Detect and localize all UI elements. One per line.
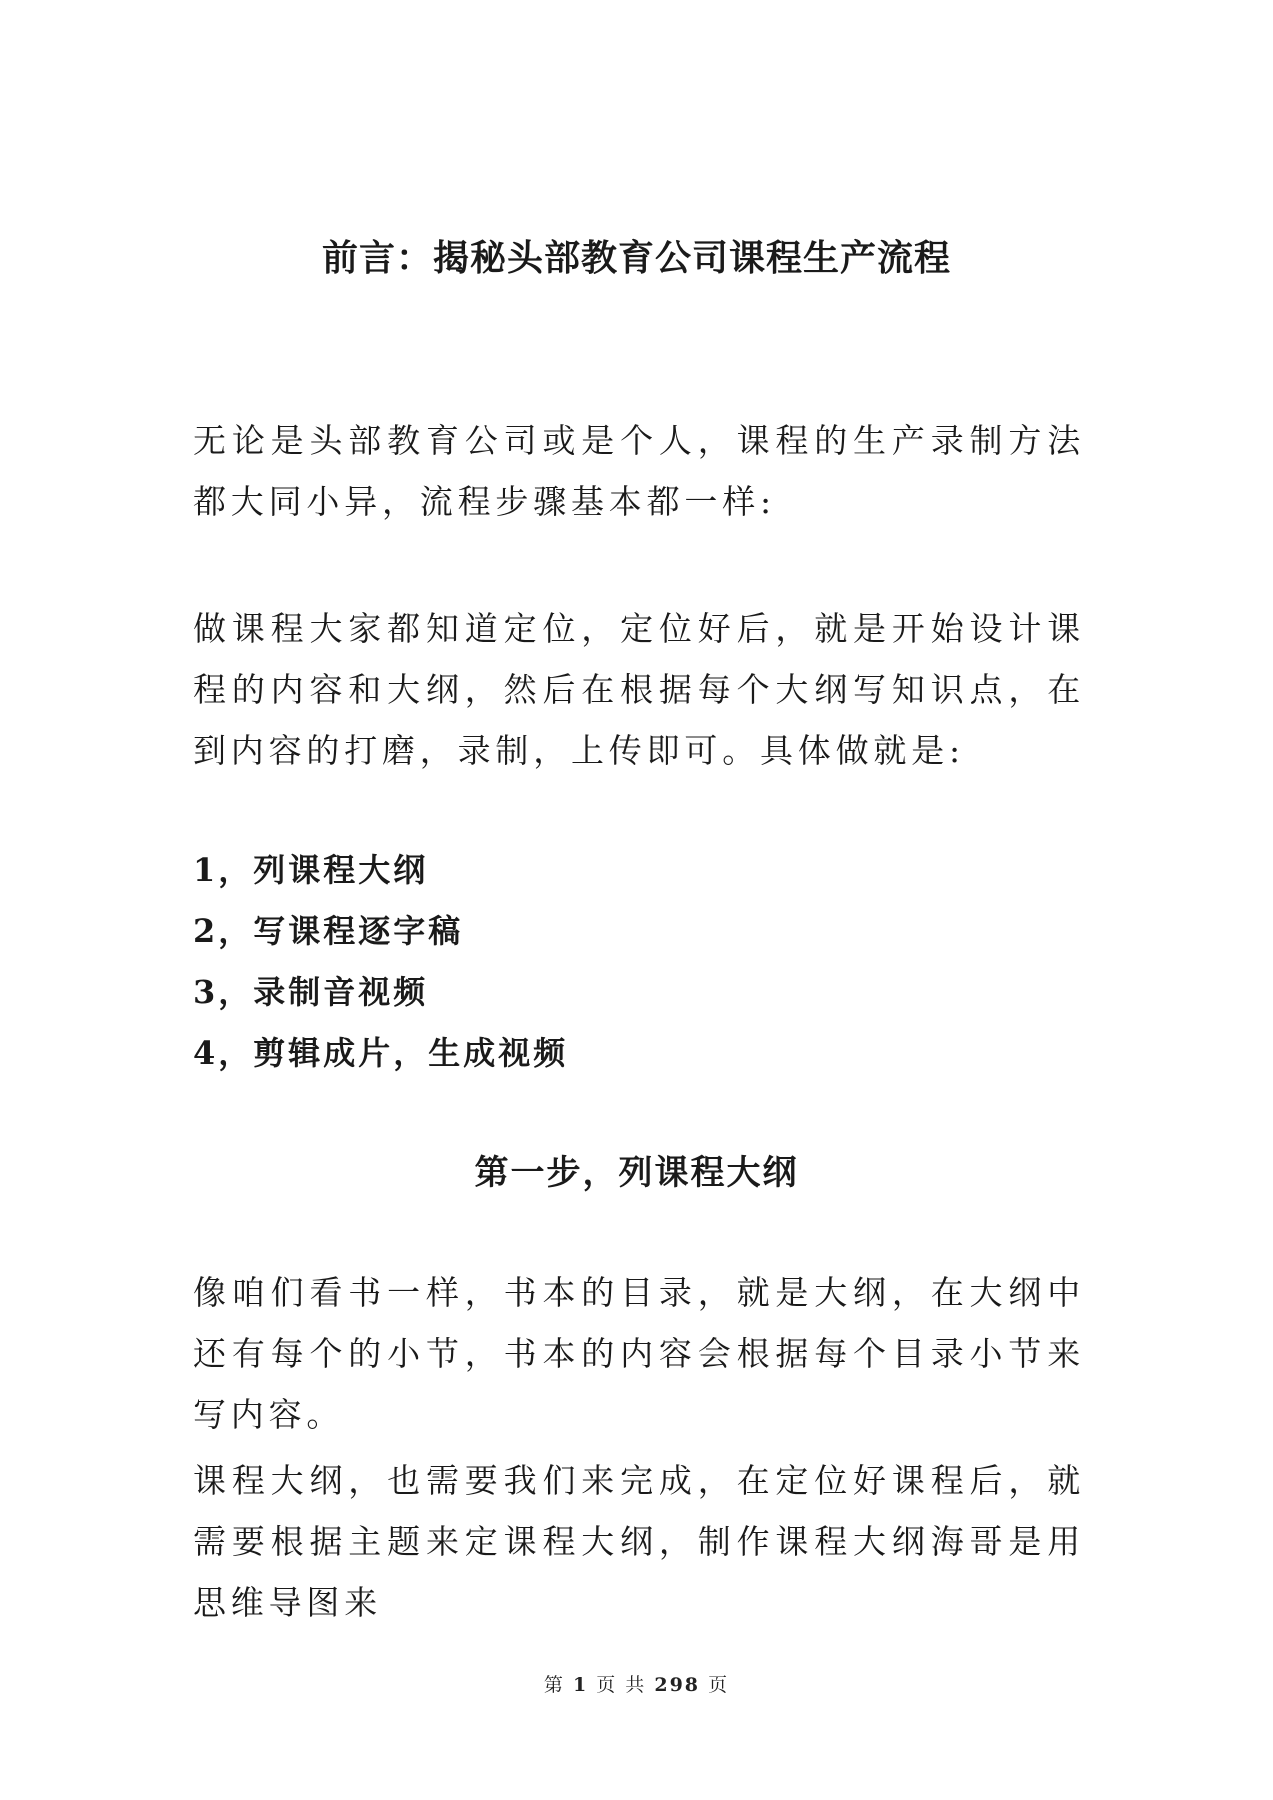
section-paragraph-2: 课程大纲，也需要我们来完成，在定位好课程后，就需要根据主题来定课程大纲，制作课程大纲海哥是用思维导图来 (193, 1461, 1085, 1622)
section-paragraph-1: 像咱们看书一样，书本的目录，就是大纲，在大纲中还有每个的小节，书本的内容会根据每个目录小节来写内容。 (193, 1273, 1085, 1434)
steps-list (193, 840, 568, 1084)
intro-paragraph-2: 做课程大家都知道定位，定位好后，就是开始设计课程的内容和大纲，然后在根据每个大纲写知识点，在到内容的打磨，录制，上传即可。具体做就是: (193, 609, 1085, 770)
page-number: 1 (572, 1674, 589, 1696)
footer-prefix: 第 (543, 1674, 565, 1696)
list-item: 1，列课程大纲 (193, 851, 429, 889)
list-item: 4，剪辑成片，生成视频 (193, 1034, 569, 1072)
intro-paragraph-1: 无论是头部教育公司或是个人，课程的生产录制方法都大同小异，流程步骤基本都一样: (193, 421, 1085, 521)
list-item: 3，录制音视频 (193, 973, 429, 1011)
footer-middle: 页 共 (596, 1674, 647, 1696)
section-title: 第一步，列课程大纲 (474, 1153, 799, 1193)
page-title: 前言：揭秘头部教育公司课程生产流程 (321, 237, 951, 279)
list-item: 2，写课程逐字稿 (193, 912, 464, 950)
footer-suffix: 页 (708, 1674, 730, 1696)
page-total: 298 (654, 1674, 701, 1696)
page-footer (0, 1672, 1273, 1698)
